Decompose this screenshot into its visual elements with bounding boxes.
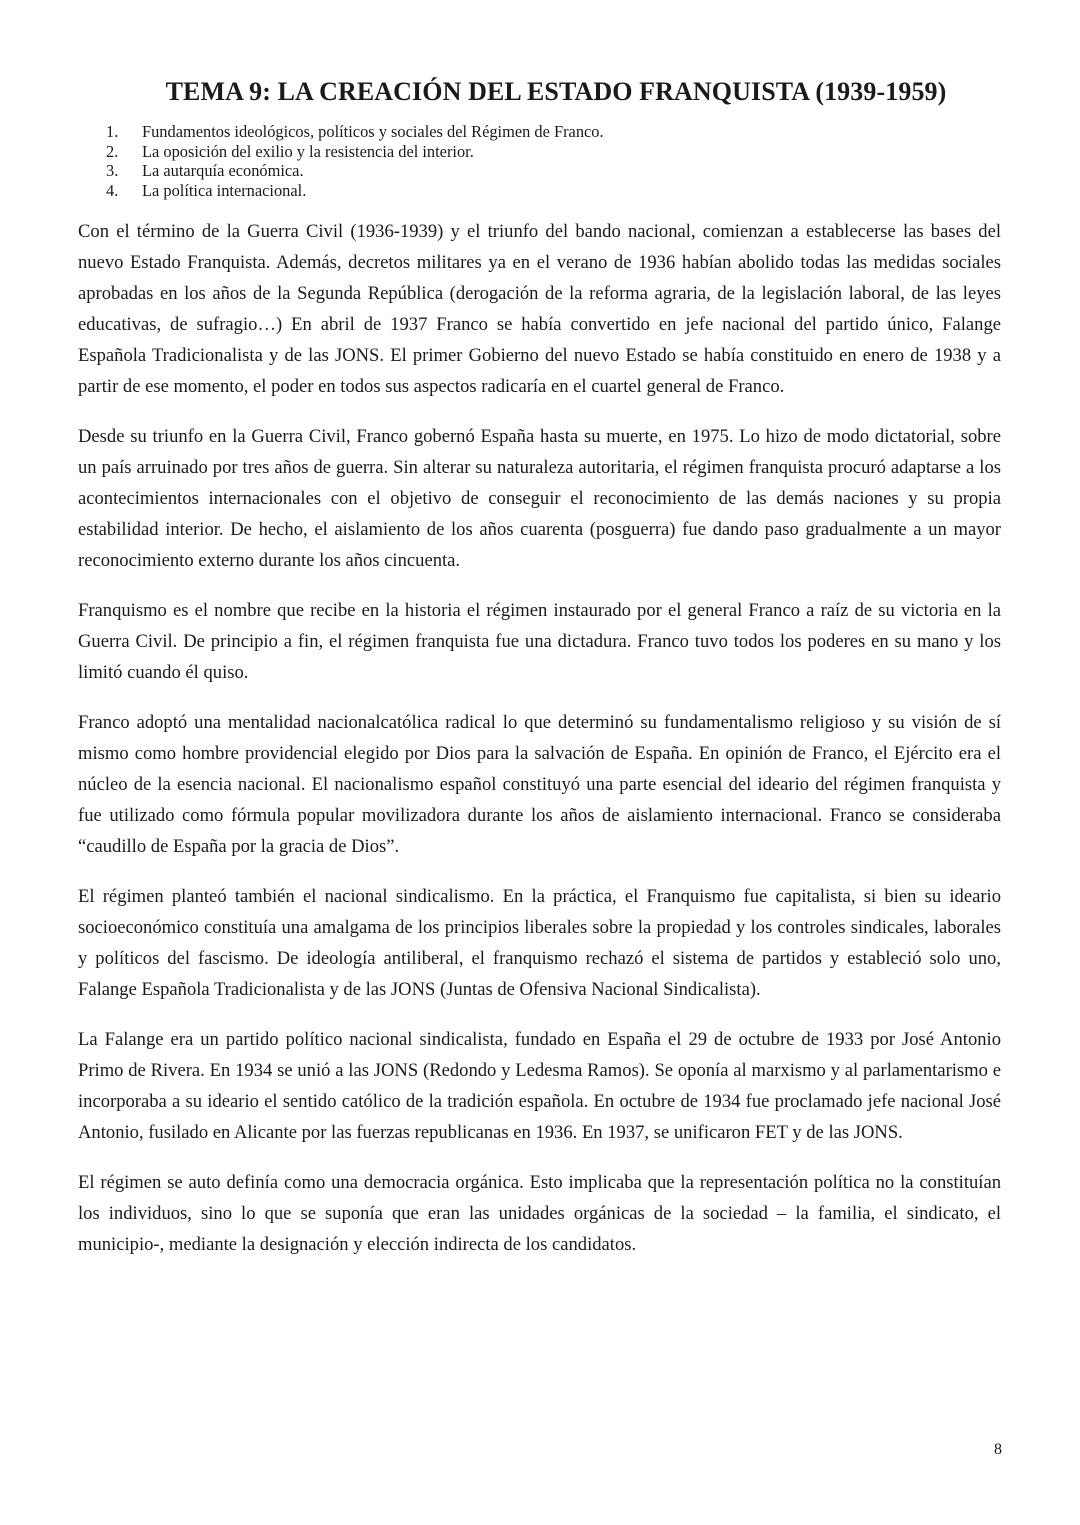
outline-item-number: 2. [106,141,119,161]
paragraph: El régimen se auto definía como una democracia orgánica. Esto implicaba que la representación política no la constituían los individuos, sino lo que se suponía que eran las unidades orgánicas de la sociedad – la familia, el sindicato, el municipio-, mediante la designación y elección indirecta de los candidatos. [78,1172,1001,1255]
outline-item-number: 1. [106,122,119,141]
outline-item-number: 3. [106,161,119,180]
body-text [78,216,1001,1279]
paragraph: Con el término de la Guerra Civil (1936-1939) y el triunfo del bando nacional, comienzan a establecerse las bases del nuevo Estado Franquista. Además, decretos militares ya en el verano de 1936 habían abolido todas las medidas sociales aprobadas en los años de la Segunda República (derogación de la reforma agraria, de la legislación laboral, de las leyes educativas, de sufragio…) En abril de 1937 Franco se había convertido en jefe nacional del partido único, Falange Española Tradicionalista y de las JONS. El primer Gobierno del nuevo Estado se había constituido en enero de 1938 y a partir de ese momento, el poder en todos sus aspectos radicaría en el cuartel general de Franco. [78,221,1001,397]
paragraph: Franquismo es el nombre que recibe en la historia el régimen instaurado por el general Franco a raíz de su victoria en la Guerra Civil. De principio a fin, el régimen franquista fue una dictadura. Franco tuvo todos los poderes en su mano y los limitó cuando él quiso. [78,600,1001,683]
paragraph: Franco adoptó una mentalidad nacionalcatólica radical lo que determinó su fundamentalismo religioso y su visión de sí mismo como hombre providencial elegido por Dios para la salvación de España. En opinión de Franco, el Ejército era el núcleo de la esencia nacional. El nacionalismo español constituyó una parte esencial del ideario del régimen franquista y fue utilizado como fórmula popular movilizadora durante los años de aislamiento internacional. Franco se consideraba “caudillo de España por la gracia de Dios”. [78,712,1001,857]
outline-item-text: La política internacional. [142,180,307,200]
outline-item-text: La oposición del exilio y la resistencia del interior. [142,141,474,161]
page-title: TEMA 9: LA CREACIÓN DEL ESTADO FRANQUISTA (1939-1959) [165,77,947,106]
paragraph: La Falange era un partido político nacional sindicalista, fundado en España el 29 de octubre de 1933 por José Antonio Primo de Rivera. En 1934 se unió a las JONS (Redondo y Ledesma Ramos). Se oponía al marxismo y al parlamentarismo e incorporaba a su ideario el sentido católico de la tradición española. En octubre de 1934 fue proclamado jefe nacional José Antonio, fusilado en Alicante por las fuerzas republicanas en 1936. En 1937, se unificaron FET y de las JONS. [78,1029,1001,1143]
outline-item-text: Fundamentos ideológicos, políticos y sociales del Régimen de Franco. [142,122,604,141]
outline-item-number: 4. [106,180,119,200]
outline-item [106,142,604,162]
outline-item [106,161,604,181]
outline-item-text: La autarquía económica. [142,161,304,180]
paragraph: El régimen planteó también el nacional sindicalismo. En la práctica, el Franquismo fue capitalista, si bien su ideario socioeconómico constituía una amalgama de los principios liberales sobre la propiedad y los controles sindicales, laborales y políticos del fascismo. De ideología antiliberal, el franquismo rechazó el sistema de partidos y estableció solo uno, Falange Española Tradicionalista y de las JONS (Juntas de Ofensiva Nacional Sindicalista). [78,886,1001,1000]
paragraph: Desde su triunfo en la Guerra Civil, Franco gobernó España hasta su muerte, en 1975. Lo hizo de modo dictatorial, sobre un país arruinado por tres años de guerra. Sin alterar su naturaleza autoritaria, el régimen franquista procuró adaptarse a los acontecimientos internacionales con el objetivo de conseguir el reconocimiento de las demás naciones y su propia estabilidad interior. De hecho, el aislamiento de los años cuarenta (posguerra) fue dando paso gradualmente a un mayor reconocimiento externo durante los años cincuenta. [78,426,1001,571]
page-number: 8 [994,1441,1002,1458]
outline-item [106,122,604,142]
outline-item [106,181,604,201]
topic-outline [106,122,604,200]
